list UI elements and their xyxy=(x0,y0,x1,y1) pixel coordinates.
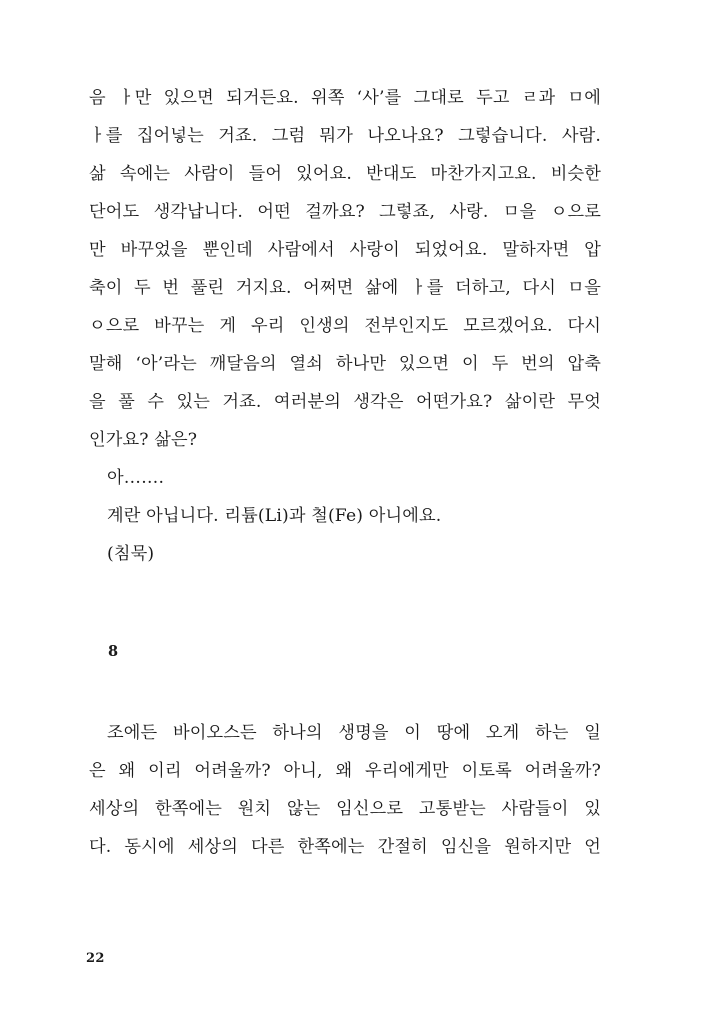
body-line: 음 ㅏ만 있으면 되거든요. 위쪽 ‘사’를 그대로 두고 ㄹ과 ㅁ에 xyxy=(89,88,601,108)
body-line: 삶 속에는 사람이 들어 있어요. 반대도 마찬가지고요. 비슷한 xyxy=(89,164,601,184)
dialogue-line: 아……. xyxy=(107,468,165,488)
body-line: ㅏ를 집어넣는 거죠. 그럼 뭐가 나오나요? 그렇습니다. 사람. xyxy=(89,126,601,146)
dialogue-line: (침묵) xyxy=(107,544,155,564)
section-number: 8 xyxy=(108,643,119,660)
dialogue-block xyxy=(89,459,601,573)
body-line: 은 왜 이리 어려울까? 아니, 왜 우리에게만 이토록 어려울까? xyxy=(89,761,601,781)
body-line: 조에든 바이오스든 하나의 생명을 이 땅에 오게 하는 일 xyxy=(107,723,601,743)
body-line: 인가요? 삶은? xyxy=(89,430,198,450)
body-line: 축이 두 번 풀린 거지요. 어쩌면 삶에 ㅏ를 더하고, 다시 ㅁ을 xyxy=(89,278,601,298)
body-line: 말해 ‘아’라는 깨달음의 열쇠 하나만 있으면 이 두 번의 압축 xyxy=(89,354,601,374)
body-line: 만 바꾸었을 뿐인데 사람에서 사랑이 되었어요. 말하자면 압 xyxy=(89,240,601,260)
dialogue-line: 계란 아닙니다. 리튬(Li)과 철(Fe) 아니에요. xyxy=(107,506,442,526)
paragraph-closing xyxy=(89,714,601,866)
paragraph-primary xyxy=(89,79,601,459)
body-line: ㅇ으로 바꾸는 게 우리 인생의 전부인지도 모르겠어요. 다시 xyxy=(89,316,601,336)
body-line: 다. 동시에 세상의 다른 한쪽에는 간절히 임신을 원하지만 언 xyxy=(89,837,601,857)
body-line: 을 풀 수 있는 거죠. 여러분의 생각은 어떤가요? 삶이란 무엇 xyxy=(89,392,601,412)
body-line: 단어도 생각납니다. 어떤 걸까요? 그렇죠, 사랑. ㅁ을 ㅇ으로 xyxy=(89,202,601,222)
page-number-folio: 22 xyxy=(86,951,105,966)
body-text-column xyxy=(89,79,601,573)
body-line: 세상의 한쪽에는 원치 않는 임신으로 고통받는 사람들이 있 xyxy=(89,799,601,819)
closing-text-column xyxy=(89,714,601,866)
